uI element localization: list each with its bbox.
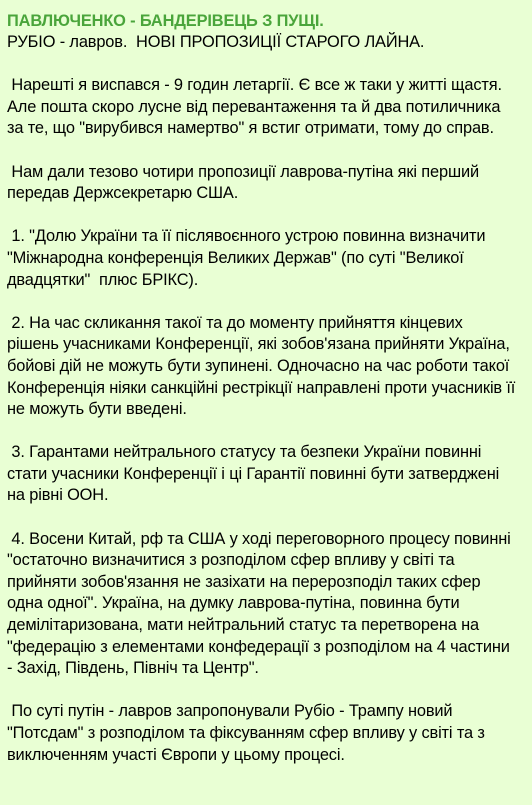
paragraph-proposal-2: 2. На час скликання такої та до моменту прийняття кінцевих рішень учасниками Конференції, які зобов'язана прийняти Україна, бойові дій не можуть бути зупинені. Одночасно на час роботи такої Конференція ніяки санкційні рестрікції направлені проти учасників її не можуть бути введені. [7,313,520,419]
channel-name[interactable]: ПАВЛЮЧЕНКО - БАНДЕРІВЕЦЬ З ПУЩІ. [7,12,324,30]
paragraph-gap [7,680,518,702]
paragraph-proposal-4: 4. Восени Китай, рф та США у ході переговорного процесу повинні "остаточно визначитися з розподілом сфер впливу у світі та прийняти зобов'язання не зазіхати на перерозподіл таких сфер одна одної". Україна, на думку лаврова-путіна, повинна бути демілітаризована, мати нейтральний статус та перетворена на "федерацію з елементами конфедерації з розподілом на 4 частини - Захід, Південь, Північ та Центр". [7,529,516,678]
paragraph-gap [7,205,518,227]
paragraph-proposals-intro: Нам дали тезово чотири пропозиції лаврова-путіна які перший передав Держсекретарю США. [7,162,484,203]
paragraph-gap [7,507,518,529]
paragraph-proposal-3: 3. Гарантами нейтрального статусу та безпеки України повинні стати учасники Конференції і ці Гарантії повинні бути затверджені на рівні ООН. [7,443,504,505]
paragraph-gap [7,140,518,162]
paragraph-proposal-1: 1. "Долю України та її післявоєнного устрою повинна визначити "Міжнародна конференція Великих Держав" (по суті "Великої двадцятки" плюс БРІКС). [7,227,490,289]
paragraph-gap [7,421,518,443]
paragraph-gap [7,54,518,76]
paragraph-intro: Нарешті я виспався - 9 годин летаргії. Є все ж таки у житті щастя. Але пошта скоро лусне від перевантаження та й два потиличника за те, що "вирубився намертво" я встиг отримати, тому до справ. [7,76,507,138]
post-headline: РУБІО - лавров. НОВІ ПРОПОЗИЦІЇ СТАРОГО ЛАЙНА. [7,33,425,51]
paragraph-gap [7,291,518,313]
paragraph-conclusion: По суті путін - лавров запропонували Рубіо - Трампу новий "Потсдам" з розподілом та фіксуванням сфер впливу у світі та з виключенням участі Європи у цьому процесі. [7,702,490,764]
